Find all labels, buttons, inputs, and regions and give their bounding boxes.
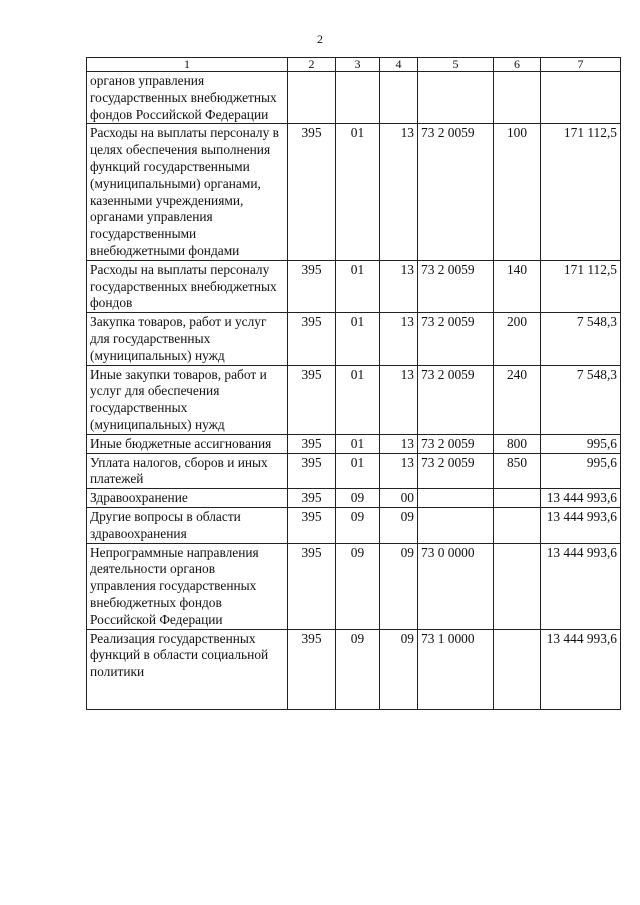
item-name: Закупка товаров, работ и услуг для государственных (муниципальных) нужд bbox=[87, 313, 288, 365]
item-cs bbox=[418, 489, 494, 508]
item-gr: 395 bbox=[288, 434, 336, 453]
column-number: 5 bbox=[418, 58, 494, 72]
item-pr: 13 bbox=[380, 313, 418, 365]
item-sum: 13 444 993,6 bbox=[541, 543, 621, 629]
item-name: Расходы на выплаты персоналу государственных внебюджетных фондов bbox=[87, 260, 288, 312]
table-row bbox=[87, 260, 621, 312]
item-cs: 73 2 0059 bbox=[418, 453, 494, 489]
item-rz: 09 bbox=[336, 629, 380, 709]
item-cs: 73 2 0059 bbox=[418, 124, 494, 260]
item-pr: 13 bbox=[380, 124, 418, 260]
item-cs: 73 2 0059 bbox=[418, 313, 494, 365]
column-number: 2 bbox=[288, 58, 336, 72]
item-cs: 73 2 0059 bbox=[418, 260, 494, 312]
item-name: Иные бюджетные ассигнования bbox=[87, 434, 288, 453]
column-number: 6 bbox=[494, 58, 541, 72]
item-vr: 140 bbox=[494, 260, 541, 312]
table-row bbox=[87, 507, 621, 543]
item-sum: 171 112,5 bbox=[541, 260, 621, 312]
item-rz: 01 bbox=[336, 434, 380, 453]
item-pr: 13 bbox=[380, 453, 418, 489]
item-name: Реализация государственных функций в области социальной политики bbox=[87, 629, 288, 709]
column-number: 4 bbox=[380, 58, 418, 72]
table-row bbox=[87, 434, 621, 453]
item-sum: 13 444 993,6 bbox=[541, 629, 621, 709]
item-vr: 240 bbox=[494, 365, 541, 434]
item-vr: 850 bbox=[494, 453, 541, 489]
item-vr bbox=[494, 489, 541, 508]
item-name: Расходы на выплаты персоналу в целях обеспечения выполнения функций государственными (муниципальными) органами, казенными учреждениями, органами управления государственными внебюджетными фондами bbox=[87, 124, 288, 260]
item-pr: 13 bbox=[380, 260, 418, 312]
table-row bbox=[87, 543, 621, 629]
item-sum: 7 548,3 bbox=[541, 313, 621, 365]
item-sum: 995,6 bbox=[541, 453, 621, 489]
item-cs bbox=[418, 507, 494, 543]
item-name: Непрограммные направления деятельности органов управления государственных внебюджетных фондов Российской Федерации bbox=[87, 543, 288, 629]
page-number: 2 bbox=[317, 32, 323, 46]
item-rz: 01 bbox=[336, 313, 380, 365]
item-name: Уплата налогов, сборов и иных платежей bbox=[87, 453, 288, 489]
item-rz: 09 bbox=[336, 507, 380, 543]
table-row bbox=[87, 453, 621, 489]
item-pr: 09 bbox=[380, 629, 418, 709]
item-gr: 395 bbox=[288, 489, 336, 508]
item-sum: 13 444 993,6 bbox=[541, 507, 621, 543]
item-pr: 00 bbox=[380, 489, 418, 508]
item-rz: 01 bbox=[336, 365, 380, 434]
item-cs bbox=[418, 72, 494, 124]
item-gr bbox=[288, 72, 336, 124]
item-rz: 09 bbox=[336, 489, 380, 508]
item-gr: 395 bbox=[288, 260, 336, 312]
item-sum: 171 112,5 bbox=[541, 124, 621, 260]
table-row bbox=[87, 365, 621, 434]
item-sum bbox=[541, 72, 621, 124]
column-number: 1 bbox=[87, 58, 288, 72]
item-gr: 395 bbox=[288, 313, 336, 365]
item-pr: 09 bbox=[380, 507, 418, 543]
item-vr bbox=[494, 629, 541, 709]
item-vr: 800 bbox=[494, 434, 541, 453]
item-vr bbox=[494, 543, 541, 629]
budget-table bbox=[86, 57, 621, 710]
item-gr: 395 bbox=[288, 124, 336, 260]
table-row bbox=[87, 72, 621, 124]
item-gr: 395 bbox=[288, 543, 336, 629]
table-row bbox=[87, 124, 621, 260]
item-pr bbox=[380, 72, 418, 124]
item-cs: 73 0 0000 bbox=[418, 543, 494, 629]
column-number-row bbox=[87, 58, 621, 72]
item-rz bbox=[336, 72, 380, 124]
item-gr: 395 bbox=[288, 365, 336, 434]
item-vr bbox=[494, 72, 541, 124]
column-number: 7 bbox=[541, 58, 621, 72]
item-cs: 73 2 0059 bbox=[418, 434, 494, 453]
column-number: 3 bbox=[336, 58, 380, 72]
item-vr: 200 bbox=[494, 313, 541, 365]
item-vr: 100 bbox=[494, 124, 541, 260]
item-name: Здравоохранение bbox=[87, 489, 288, 508]
item-pr: 09 bbox=[380, 543, 418, 629]
item-rz: 01 bbox=[336, 124, 380, 260]
item-sum: 13 444 993,6 bbox=[541, 489, 621, 508]
item-name: органов управления государственных внебюджетных фондов Российской Федерации bbox=[87, 72, 288, 124]
item-pr: 13 bbox=[380, 434, 418, 453]
item-pr: 13 bbox=[380, 365, 418, 434]
table-row bbox=[87, 489, 621, 508]
item-rz: 01 bbox=[336, 453, 380, 489]
item-sum: 995,6 bbox=[541, 434, 621, 453]
item-cs: 73 1 0000 bbox=[418, 629, 494, 709]
item-gr: 395 bbox=[288, 453, 336, 489]
item-name: Иные закупки товаров, работ и услуг для обеспечения государственных (муниципальных) нужд bbox=[87, 365, 288, 434]
item-cs: 73 2 0059 bbox=[418, 365, 494, 434]
table-row bbox=[87, 629, 621, 709]
item-gr: 395 bbox=[288, 629, 336, 709]
item-sum: 7 548,3 bbox=[541, 365, 621, 434]
item-gr: 395 bbox=[288, 507, 336, 543]
item-rz: 09 bbox=[336, 543, 380, 629]
item-name: Другие вопросы в области здравоохранения bbox=[87, 507, 288, 543]
table-row bbox=[87, 313, 621, 365]
item-rz: 01 bbox=[336, 260, 380, 312]
item-vr bbox=[494, 507, 541, 543]
